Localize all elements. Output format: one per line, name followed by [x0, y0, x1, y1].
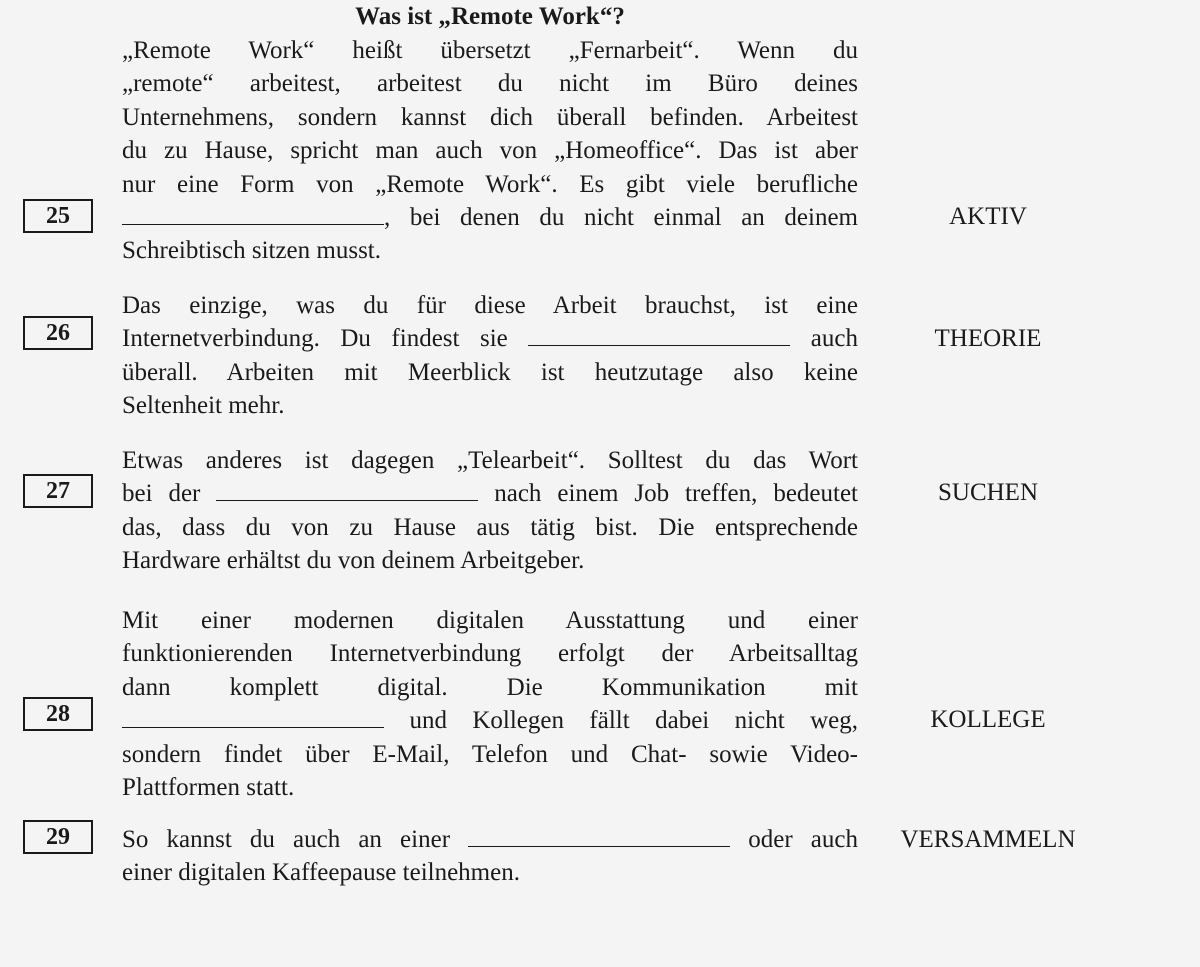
task-text-29: [122, 823, 858, 890]
answer-blank-26[interactable]: [528, 323, 790, 346]
text-line: du zu Hause, spricht man auch von „Homeoffice“. Das ist aber: [122, 137, 858, 165]
text-line: „remote“ arbeitest, arbeitest du nicht im Büro deines: [122, 70, 858, 98]
text-line: Unternehmens, sondern kannst dich überall befinden. Arbeitest: [122, 103, 858, 131]
text-line: das, dass du von zu Hause aus tätig bist. Die entsprechende: [122, 513, 858, 541]
text-line: [122, 823, 858, 856]
task-text-25: [122, 34, 858, 268]
text-line: [122, 704, 858, 737]
page-title: Was ist „Remote Work“?: [355, 3, 625, 30]
text-segment: nach einem Job treffen, bedeutet: [494, 480, 859, 508]
base-word-29: VERSAMMELN: [900, 826, 1076, 853]
text-line: überall. Arbeiten mit Meerblick ist heutzutage also keine: [122, 358, 858, 386]
answer-blank-28[interactable]: [122, 705, 384, 728]
text-segment: oder auch: [748, 826, 858, 853]
task-number-28: 28: [23, 697, 93, 731]
task-number-26: 26: [23, 316, 93, 350]
answer-blank-29[interactable]: [468, 824, 730, 847]
text-line: funktionierenden Internetverbindung erfolgt der Arbeitsalltag: [122, 640, 858, 668]
text-segment: auch: [810, 325, 858, 353]
text-line: [122, 322, 858, 355]
task-number-29: 29: [23, 820, 93, 854]
text-segment: bei der: [122, 480, 201, 508]
base-word-27: SUCHEN: [937, 479, 1038, 506]
task-text-26: [122, 289, 858, 423]
base-word-28: KOLLEGE: [930, 706, 1046, 733]
text-line: nur eine Form von „Remote Work“. Es gibt viele berufliche: [122, 170, 858, 198]
text-segment: So kannst du auch an einer: [122, 826, 451, 853]
text-line: Plattformen statt.: [122, 774, 295, 802]
text-segment: , bei denen du nicht einmal an deinem: [384, 204, 858, 232]
answer-blank-25[interactable]: [122, 202, 384, 225]
base-word-26: THEORIE: [934, 325, 1042, 352]
text-line: Hardware erhältst du von deinem Arbeitgeber.: [122, 547, 585, 575]
text-line: Schreibtisch sitzen musst.: [122, 237, 381, 265]
text-line: [122, 477, 858, 510]
text-line: dann komplett digital. Die Kommunikation mit: [122, 673, 858, 701]
text-line: Mit einer modernen digitalen Ausstattung und einer: [122, 607, 858, 634]
text-line: Etwas anderes ist dagegen „Telearbeit“. Solltest du das Wort: [122, 447, 858, 474]
text-line: „Remote Work“ heißt übersetzt „Fernarbeit“. Wenn du: [122, 37, 858, 64]
answer-blank-27[interactable]: [216, 478, 478, 501]
task-number-27: 27: [23, 474, 93, 508]
text-line: einer digitalen Kaffeepause teilnehmen.: [122, 859, 520, 887]
base-word-25: AKTIV: [949, 203, 1027, 230]
text-line: Seltenheit mehr.: [122, 392, 285, 420]
text-line: sondern findet über E-Mail, Telefon und Chat- sowie Video-: [122, 740, 858, 768]
text-line: [122, 201, 858, 234]
task-text-27: [122, 444, 858, 578]
task-number-25: 25: [23, 199, 93, 233]
text-segment: und Kollegen fällt dabei nicht weg,: [409, 707, 858, 735]
task-text-28: [122, 604, 858, 804]
text-segment: Internetverbindung. Du findest sie: [122, 325, 508, 353]
text-line: Das einzige, was du für diese Arbeit brauchst, ist eine: [122, 292, 858, 319]
